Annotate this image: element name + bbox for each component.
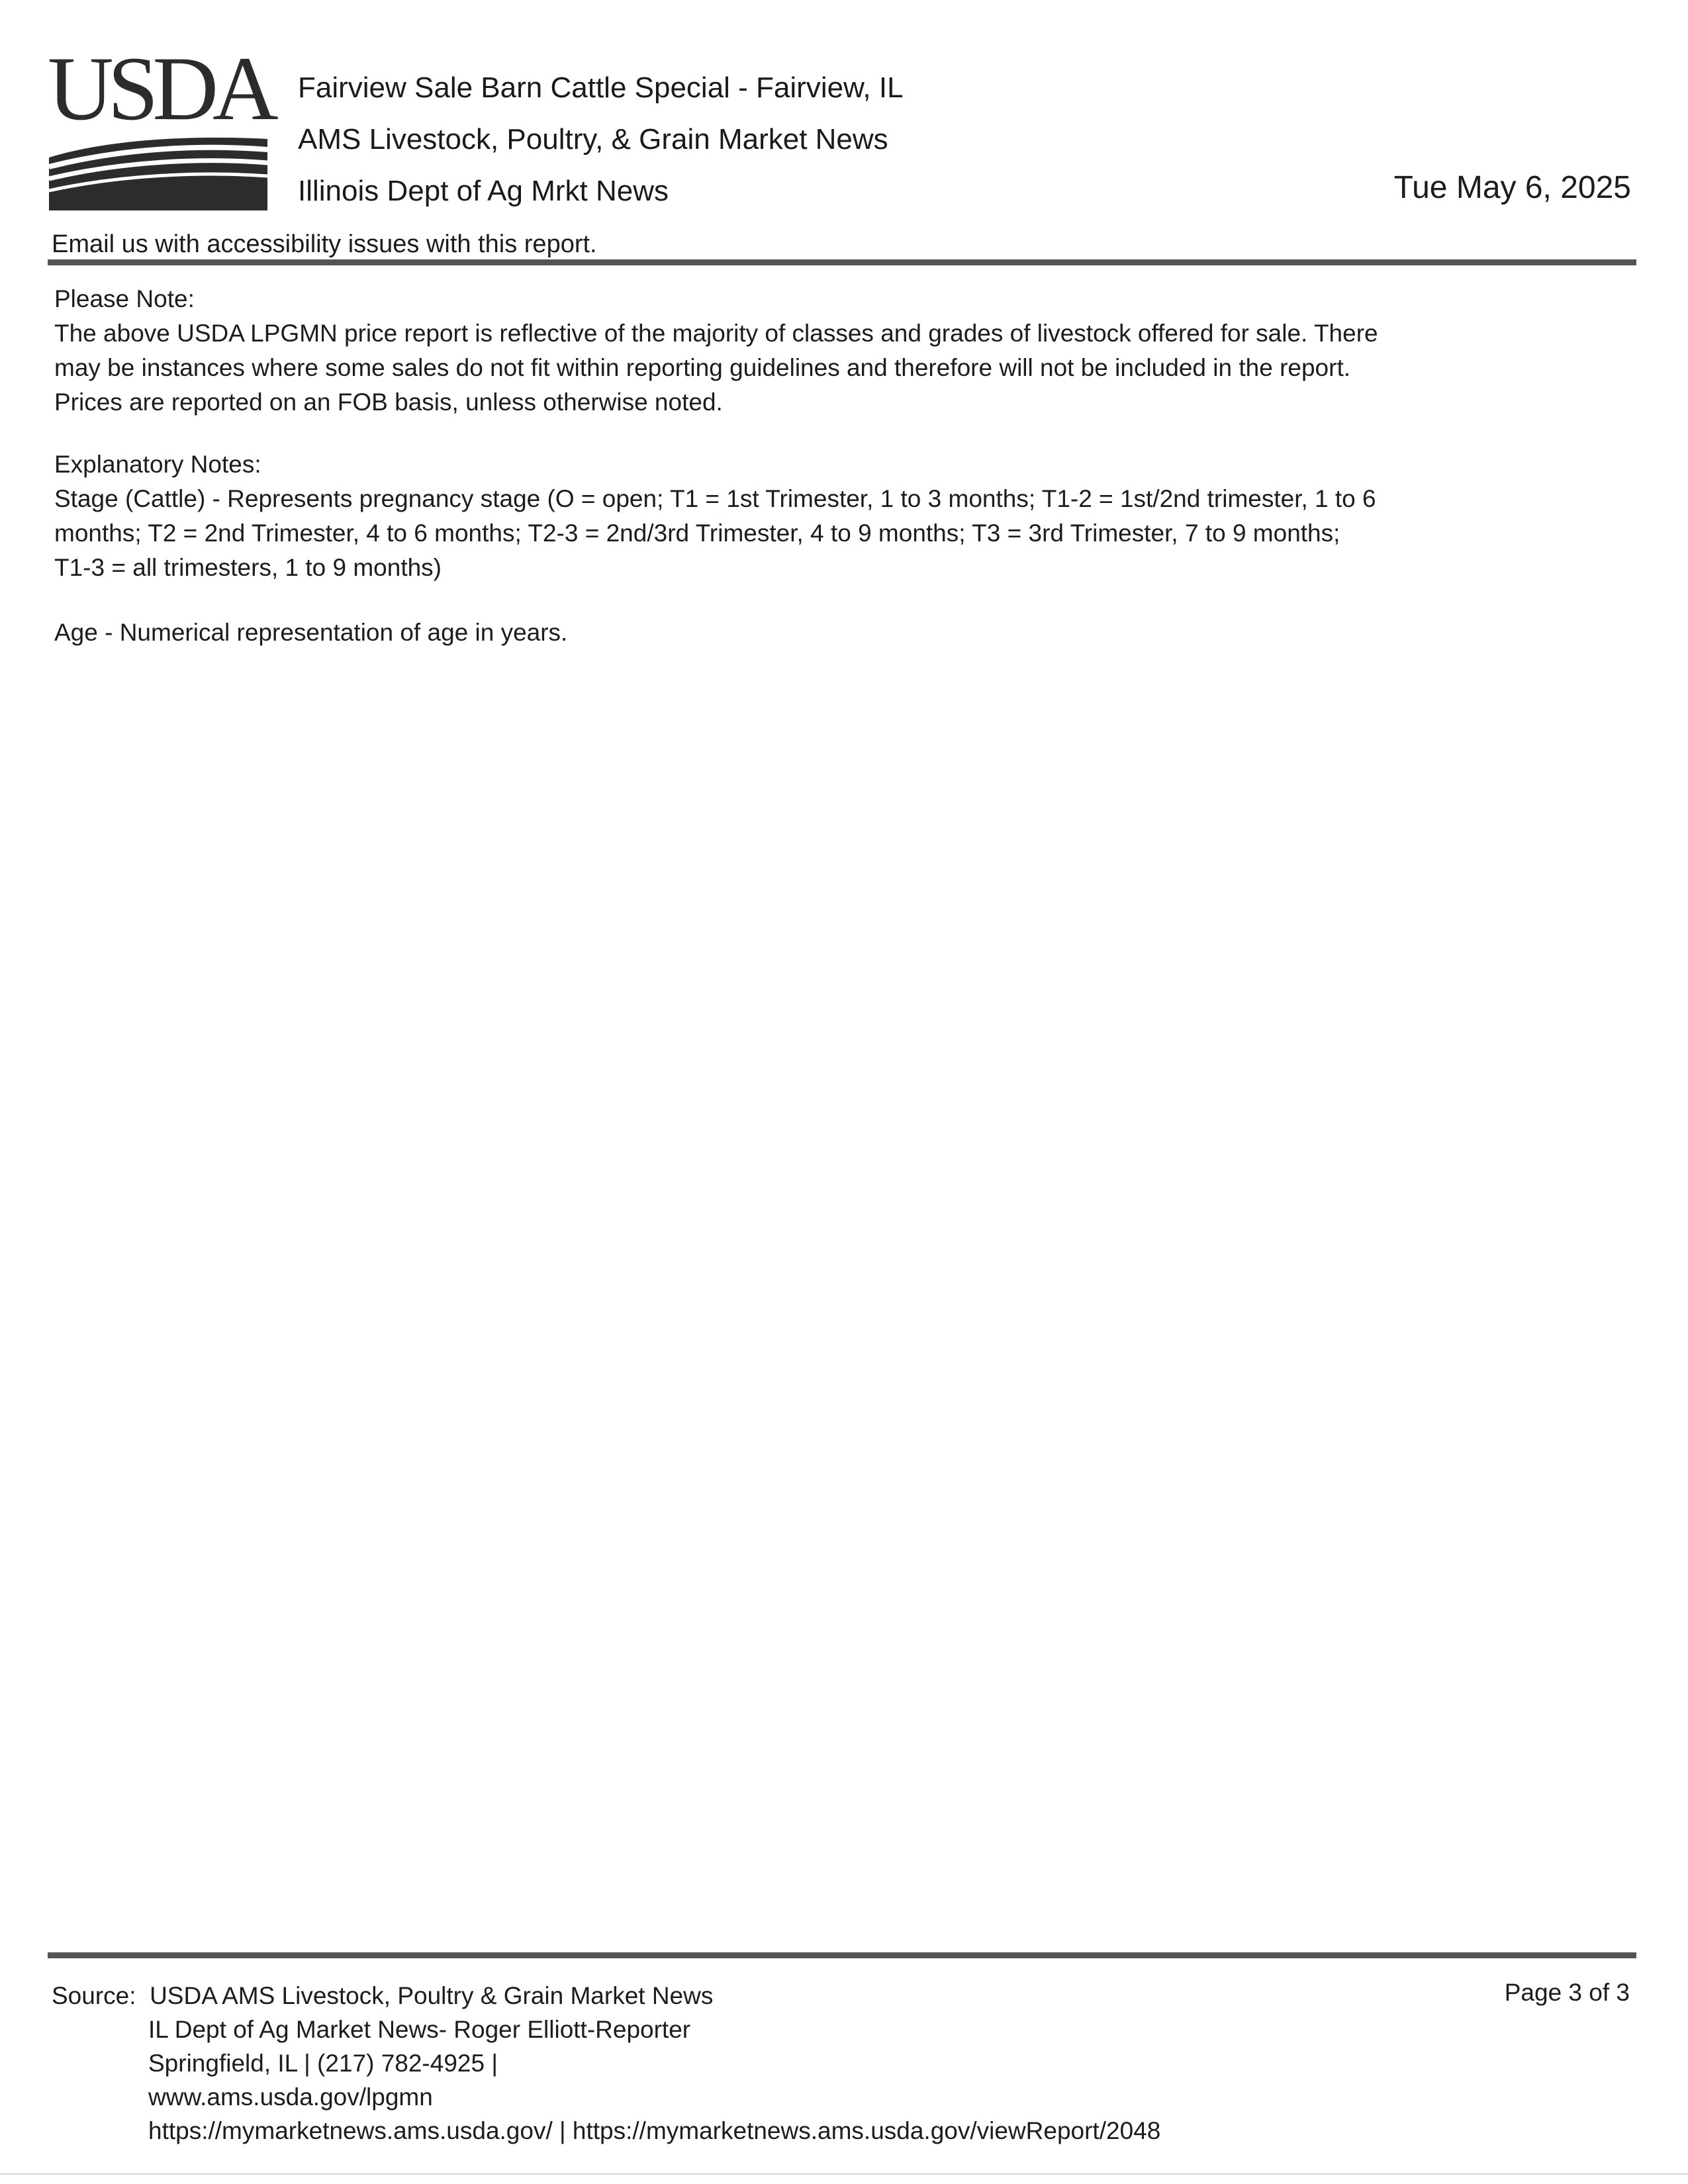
please-note-heading: Please Note: (54, 285, 195, 312)
accessibility-email-link[interactable]: Email us with accessibility issues with this report. (52, 230, 597, 258)
page-number: Page 3 of 3 (1504, 1979, 1630, 2006)
explanatory-notes-heading: Explanatory Notes: (54, 451, 261, 478)
footer-source-line-1 (52, 1979, 1160, 2013)
footer-divider (48, 1952, 1636, 1958)
footer-mymarketnews-links[interactable]: https://mymarketnews.ams.usda.gov/ | https://mymarketnews.ams.usda.gov/viewReport/2048 (148, 2117, 1161, 2144)
header-divider (48, 259, 1636, 265)
please-note-text: The above USDA LPGMN price report is reflective of the majority of classes and grades of livestock offered for sale. There may be instances where some sales do not fit within reporting guidelines and therefore will not be included in the report. Prices are reported on an FOB basis, unless otherwise noted. (54, 320, 1378, 416)
footer-lpgmn-link[interactable]: www.ams.usda.gov/lpgmn (148, 2083, 433, 2111)
stage-explanation: Stage (Cattle) - Represents pregnancy stage (O = open; T1 = 1st Trimester, 1 to 3 months; T1-2 = 1st/2nd trimester, 1 to 6 months; T2 = 2nd Trimester, 4 to 6 months; T2-3 = 2nd/3rd Trimester, 4 to 9 months; T3 = 3rd Trimester, 7 to 9 months; T1-3 = all trimesters, 1 to 9 months) (54, 485, 1376, 581)
footer-reporter: IL Dept of Ag Market News- Roger Elliott-Reporter (148, 2016, 691, 2043)
report-date: Tue May 6, 2025 (1393, 170, 1631, 205)
usda-logo-text: USDA (48, 38, 273, 139)
scan-edge-line (0, 2173, 1688, 2175)
report-title: Fairview Sale Barn Cattle Special - Fairview, IL (298, 71, 904, 104)
age-explanation: Age - Numerical representation of age in years. (54, 619, 568, 646)
footer-contact: Springfield, IL | (217) 782-4925 | (148, 2050, 498, 2077)
footer-source (52, 1979, 1160, 2148)
report-subtitle: AMS Livestock, Poultry, & Grain Market News (298, 123, 888, 156)
usda-field-graphic (49, 130, 267, 210)
source-agency: USDA AMS Livestock, Poultry & Grain Market News (150, 1982, 714, 2009)
usda-logo (48, 38, 273, 210)
source-label: Source: (52, 1982, 136, 2009)
report-office: Illinois Dept of Ag Mrkt News (298, 175, 669, 207)
